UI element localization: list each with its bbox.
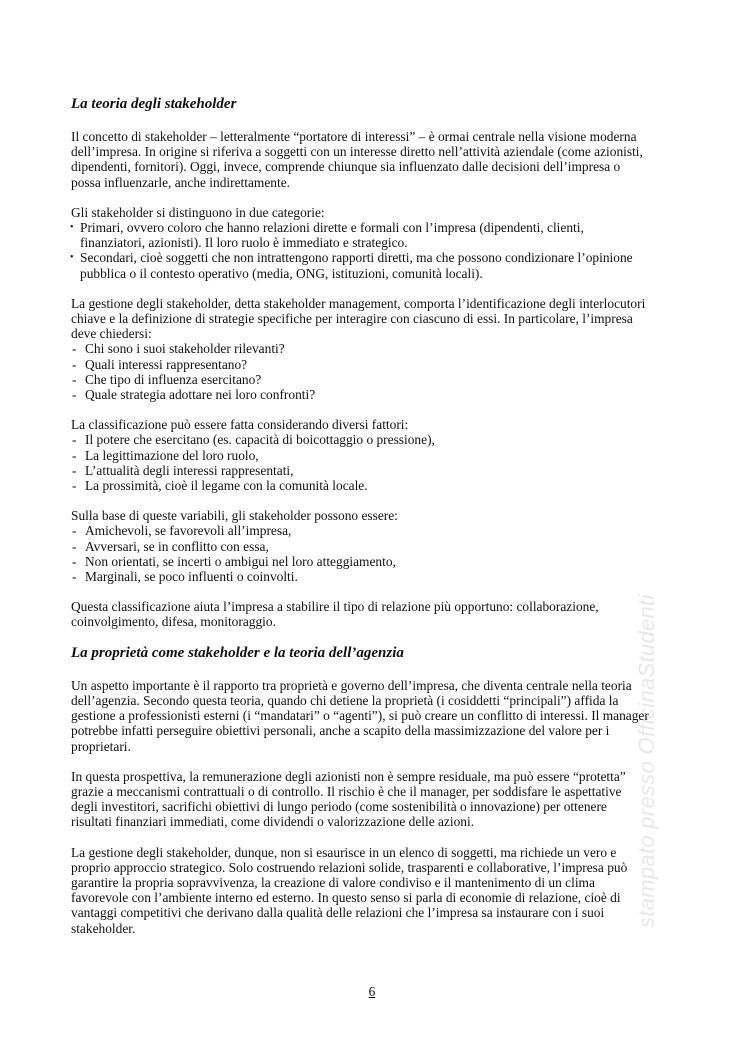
paragraph-intro: Il concetto di stakeholder – letteralmente “portatore di interessi” – è ormai centrale nella visione moderna dell’impresa. In origine si riferiva a soggetti con un interesse diretto nell’attività aziendale (come azionisti, dipendenti, fornitori). Oggi, invece, comprende chiunque sia influenzato dalle decisioni dell’impresa o possa influenzarle, anche indirettamente. (71, 129, 643, 190)
list-item-primary: • Primari, ovvero coloro che hanno relazioni dirette e formali con l’impresa (dipendenti, clienti, finanziatori, azionisti). Il loro ruolo è immediato e strategico. (71, 220, 651, 250)
list-item-type: - Marginali, se poco influenti o coinvolti. (71, 569, 651, 584)
page-number-label: 6 (368, 984, 376, 999)
factors-list (71, 432, 651, 493)
paragraph-factors-intro: La classificazione può essere fatta considerando diversi fattori: (71, 417, 409, 433)
list-item-secondary: • Secondari, cioè soggetti che non intrattengono rapporti diretti, ma che possono condizionare l’opinione pubblica o il contesto operativo (media, ONG, istituzioni, comunità locali). (71, 250, 651, 280)
section-heading-agency-theory: La proprietà come stakeholder e la teoria dell’agenzia (71, 644, 404, 661)
list-item-question: - Quale strategia adottare nei loro confronti? (71, 387, 651, 402)
list-item-type: - Non orientati, se incerti o ambigui nel loro atteggiamento, (71, 554, 651, 569)
paragraph-management-intro: La gestione degli stakeholder, detta stakeholder management, comporta l’identificazione degli interlocutori chiave e la definizione di strategie specifiche per interagire con ciascuno di essi. In particolare, l’impresa deve chiedersi: (71, 295, 646, 342)
document-page (71, 96, 651, 951)
list-item-question: - Chi sono i suoi stakeholder rilevanti? (71, 341, 651, 356)
paragraph-agency-3: La gestione degli stakeholder, dunque, non si esaurisce in un elenco di soggetti, ma richiede un vero e proprio approccio strategico. Solo costruendo relazioni solide, trasparenti e collaborative, l’impresa può garantire la propria sopravvivenza, la creazione di valore condiviso e il mantenimento di un clima favorevole con l’ambiente interno ed esterno. In questo senso si parla di economie di relazione, cioè di vantaggi competitivi che derivano dalla qualità delle relazioni che l’impresa sa instaurare con i suoi stakeholder. (71, 844, 628, 936)
list-item-type: - Avversari, se in conflitto con essa, (71, 539, 651, 554)
list-item-factor: - L’attualità degli interessi rappresentati, (71, 463, 651, 478)
watermark: stampato presso OfficinaStudenti (634, 594, 659, 928)
paragraph-categories-intro: Gli stakeholder si distinguono in due categorie: (71, 204, 325, 220)
questions-list (71, 341, 651, 402)
list-item-factor: - La prossimità, cioè il legame con la comunità locale. (71, 478, 651, 493)
list-item-question: - Quali interessi rappresentano? (71, 357, 651, 372)
list-item-factor: - Il potere che esercitano (es. capacità di boicottaggio o pressione), (71, 432, 651, 447)
paragraph-conclusion: Questa classificazione aiuta l’impresa a stabilire il tipo di relazione più opportuno: collaborazione, coinvolgimento, difesa, monitoraggio. (71, 599, 599, 630)
paragraph-types-intro: Sulla base di queste variabili, gli stakeholder possono essere: (71, 508, 398, 524)
page-number (0, 984, 744, 1000)
paragraph-agency-2: In questa prospettiva, la remunerazione degli azionisti non è sempre residuale, ma può essere “protetta” grazie a meccanismi contrattuali o di controllo. Il rischio è che il manager, per soddisfare le aspettative degli investitori, sacrifichi obiettivi di lungo periodo (come sostenibilità o innovazione) per ottenere risultati finanziari immediati, come dividendi o valorizzazione delle azioni. (71, 768, 626, 830)
list-item-factor: - La legittimazione del loro ruolo, (71, 448, 651, 463)
section-heading-stakeholder-theory: La teoria degli stakeholder (71, 96, 237, 112)
list-item-question: - Che tipo di influenza esercitano? (71, 372, 651, 387)
list-item-type: - Amichevoli, se favorevoli all’impresa, (71, 523, 651, 538)
paragraph-agency-1: Un aspetto importante è il rapporto tra proprietà e governo dell’impresa, che diventa centrale nella teoria dell’agenzia. Secondo questa teoria, quando chi detiene la proprietà (i cosiddetti “principali”) affida la gestione a professionisti esterni (i “mandatari” o “agenti”), si può creare un conflitto di interessi. Il manager potrebbe infatti perseguire obiettivi personali, anche a scapito della massimizzazione del valore per i proprietari. (71, 677, 649, 754)
types-list (71, 523, 651, 584)
categories-list (71, 220, 651, 281)
